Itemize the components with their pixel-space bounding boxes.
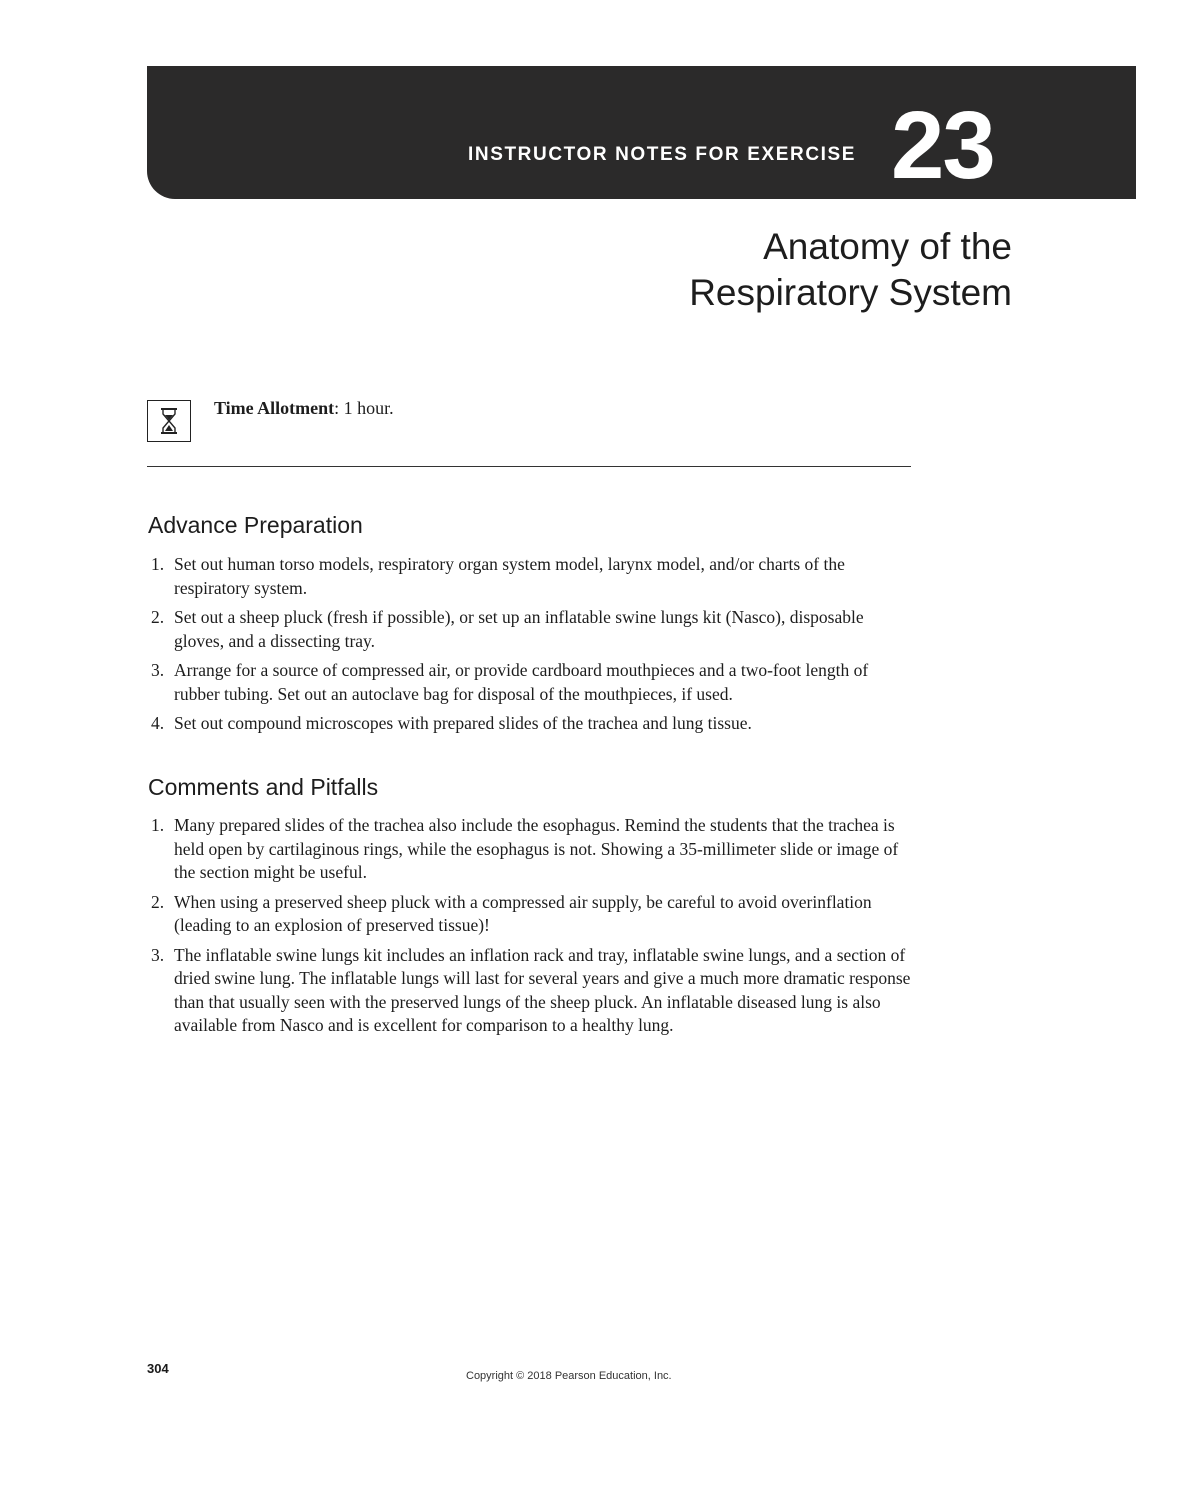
- item-text: Many prepared slides of the trachea also include the esophagus. Remind the students that the trachea is held open by cartilaginous rings, while the esophagus is not. Showing a 35-millimeter slide or image of the section might be useful.: [174, 815, 899, 882]
- item-text: Set out a sheep pluck (fresh if possible), or set up an inflatable swine lungs kit (Nasco), disposable gloves, and a dissecting tray.: [174, 607, 864, 651]
- time-allotment: [214, 398, 394, 419]
- advance-preparation-list: [148, 553, 918, 742]
- title-line-2: Respiratory System: [689, 272, 1012, 313]
- list-item: [148, 712, 918, 736]
- item-text: Arrange for a source of compressed air, or provide cardboard mouthpieces and a two-foot length of rubber tubing. Set out an autoclave bag for disposal of the mouthpieces, if used.: [174, 660, 869, 704]
- page-number: 304: [147, 1361, 169, 1376]
- comments-pitfalls-list: [148, 814, 918, 1044]
- item-number: 1.: [151, 554, 165, 574]
- item-number: 2.: [151, 607, 165, 627]
- page-title: [689, 224, 1012, 316]
- hourglass-icon: [147, 400, 191, 442]
- list-item: [148, 891, 918, 938]
- section-divider: [147, 466, 911, 467]
- time-allotment-value: : 1 hour.: [334, 398, 394, 418]
- list-item: [148, 659, 918, 706]
- item-number: 1.: [151, 815, 165, 835]
- item-number: 2.: [151, 891, 165, 912]
- list-item: [148, 606, 918, 653]
- item-number: 4.: [151, 713, 165, 733]
- item-text: The inflatable swine lungs kit includes an inflation rack and tray, inflatable swine lungs, and a section of dried swine lung. The inflatable lungs will last for several years and give a much more dramatic response than that usually seen with the preserved lungs of the sheep pluck. An inflatable diseased lung is also available from Nasco and is excellent for comparison to a healthy lung.: [174, 944, 911, 1035]
- exercise-number: 23: [891, 92, 994, 199]
- item-text: When using a preserved sheep pluck with a compressed air supply, be careful to avoid overinflation (leading to an explosion of preserved tissue)!: [174, 891, 872, 935]
- comments-pitfalls-heading: Comments and Pitfalls: [148, 774, 379, 800]
- list-item: [148, 553, 918, 600]
- list-item: [148, 944, 918, 1038]
- item-text: Set out human torso models, respiratory organ system model, larynx model, and/or charts of the respiratory system.: [174, 554, 845, 598]
- item-number: 3.: [151, 944, 165, 965]
- item-number: 3.: [151, 660, 165, 680]
- header-label: INSTRUCTOR NOTES FOR EXERCISE: [468, 144, 857, 165]
- time-allotment-label: Time Allotment: [214, 398, 335, 418]
- copyright-notice: Copyright © 2018 Pearson Education, Inc.: [466, 1370, 672, 1382]
- item-text: Set out compound microscopes with prepared slides of the trachea and lung tissue.: [174, 713, 752, 733]
- title-line-1: Anatomy of the: [763, 226, 1012, 267]
- list-item: [148, 814, 918, 885]
- advance-preparation-heading: Advance Preparation: [148, 512, 363, 538]
